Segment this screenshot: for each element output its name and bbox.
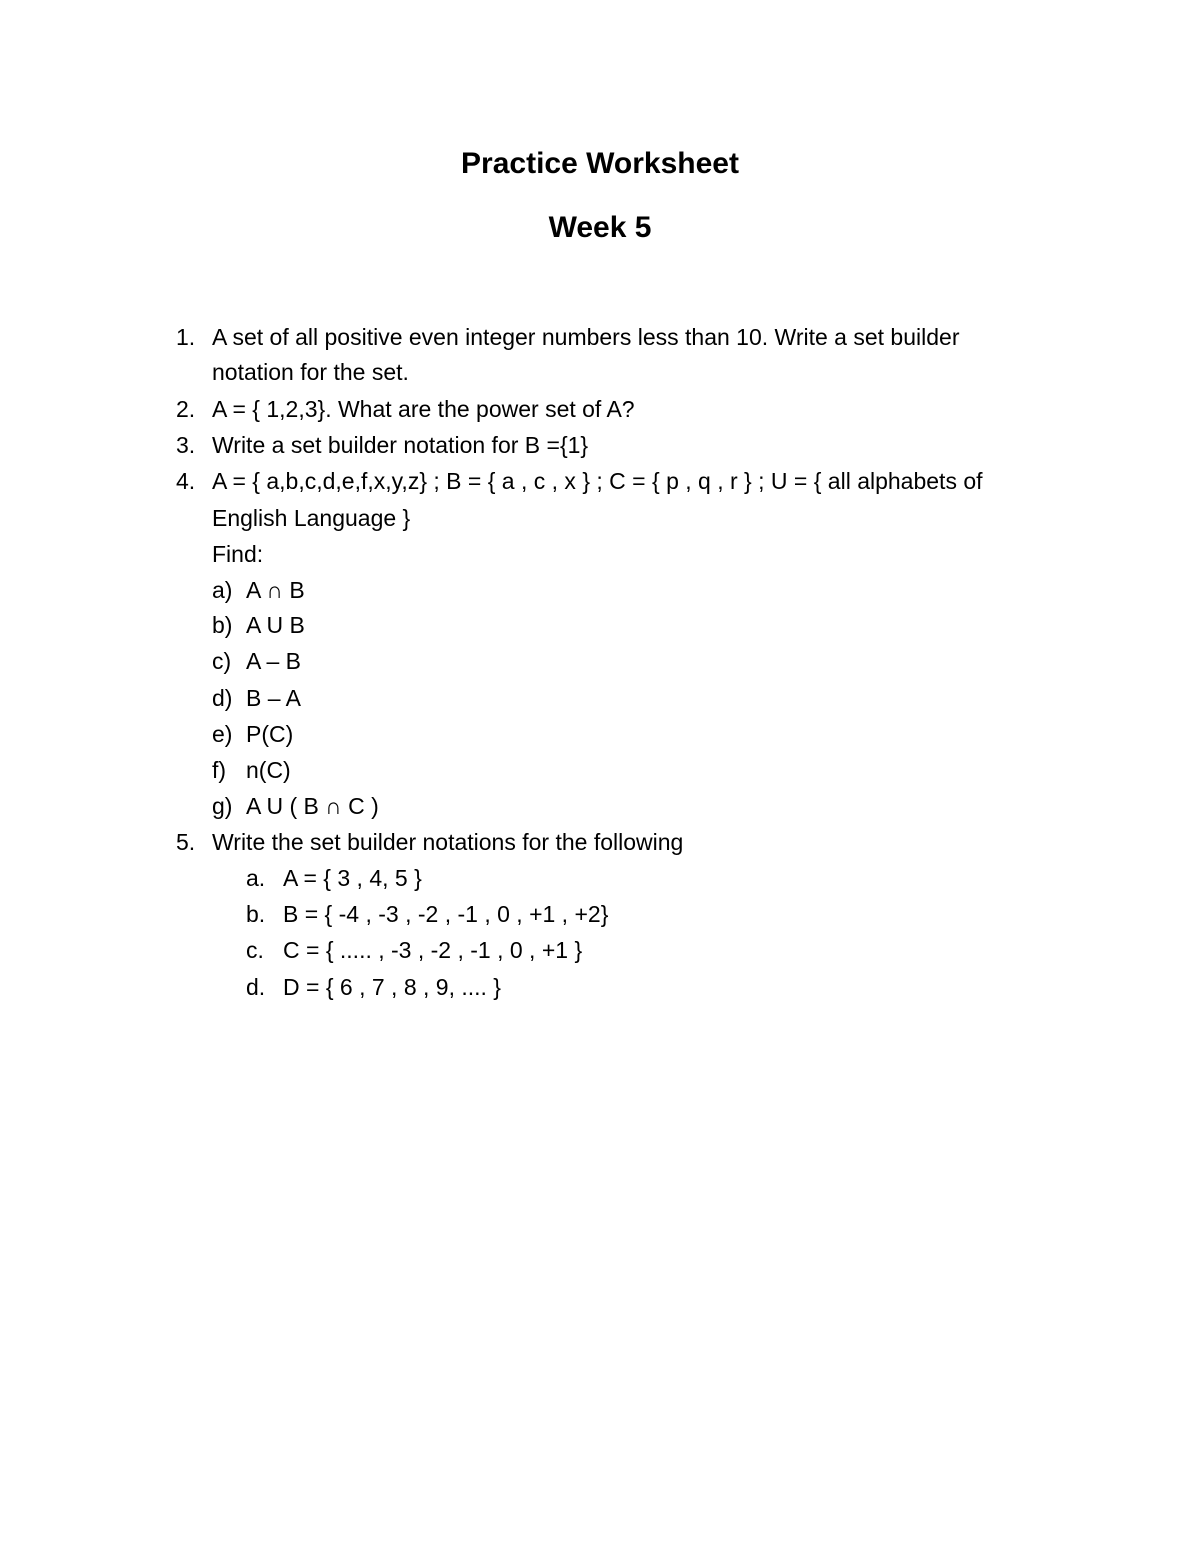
question-text: A = { 1,2,3}. What are the power set of A? bbox=[212, 396, 635, 422]
question-text: A set of all positive even integer numbers less than 10. Write a set builder bbox=[212, 324, 960, 350]
page-title: Practice Worksheet bbox=[461, 147, 739, 180]
sub-question-label: b) bbox=[212, 612, 233, 638]
sub-question-label: c) bbox=[212, 648, 232, 674]
sub-question-text: A – B bbox=[246, 648, 301, 674]
question-number: 2. bbox=[176, 396, 196, 422]
sub-question-text: B = { -4 , -3 , -2 , -1 , 0 , +1 , +2} bbox=[283, 901, 609, 927]
page-subtitle: Week 5 bbox=[548, 211, 652, 244]
question-text: Write a set builder notation for B ={1} bbox=[212, 432, 589, 458]
sub-question-label: g) bbox=[212, 793, 233, 819]
sub-question-label: a. bbox=[246, 865, 266, 891]
sub-question-text: D = { 6 , 7 , 8 , 9, .... } bbox=[283, 974, 501, 1000]
question-text: notation for the set. bbox=[212, 359, 409, 385]
sub-question-label: a) bbox=[212, 577, 233, 603]
question-text: English Language } bbox=[212, 505, 411, 531]
sub-question-text: A U B bbox=[246, 612, 305, 638]
question-number: 4. bbox=[176, 468, 196, 494]
sub-question-label: c. bbox=[246, 937, 264, 963]
sub-question-text: C = { ..... , -3 , -2 , -1 , 0 , +1 } bbox=[283, 937, 583, 963]
sub-question-label: d. bbox=[246, 974, 266, 1000]
sub-question-text: A U ( B ∩ C ) bbox=[246, 793, 379, 819]
sub-question-label: d) bbox=[212, 685, 233, 711]
question-text: A = { a,b,c,d,e,f,x,y,z} ; B = { a , c , x } ; C = { p , q , r } ; U = { all alphabets of bbox=[212, 468, 983, 494]
sub-question-text: B – A bbox=[246, 685, 301, 711]
sub-question-text: A ∩ B bbox=[246, 577, 305, 603]
question-text: Write the set builder notations for the following bbox=[212, 829, 684, 855]
find-label: Find: bbox=[212, 541, 264, 567]
sub-question-text: P(C) bbox=[246, 721, 294, 747]
sub-question-label: f) bbox=[212, 757, 227, 783]
question-number: 1. bbox=[176, 324, 196, 350]
sub-question-label: b. bbox=[246, 901, 266, 927]
sub-question-label: e) bbox=[212, 721, 233, 747]
question-number: 3. bbox=[176, 432, 196, 458]
sub-question-text: A = { 3 , 4, 5 } bbox=[283, 865, 422, 891]
question-number: 5. bbox=[176, 829, 196, 855]
sub-question-text: n(C) bbox=[246, 757, 291, 783]
